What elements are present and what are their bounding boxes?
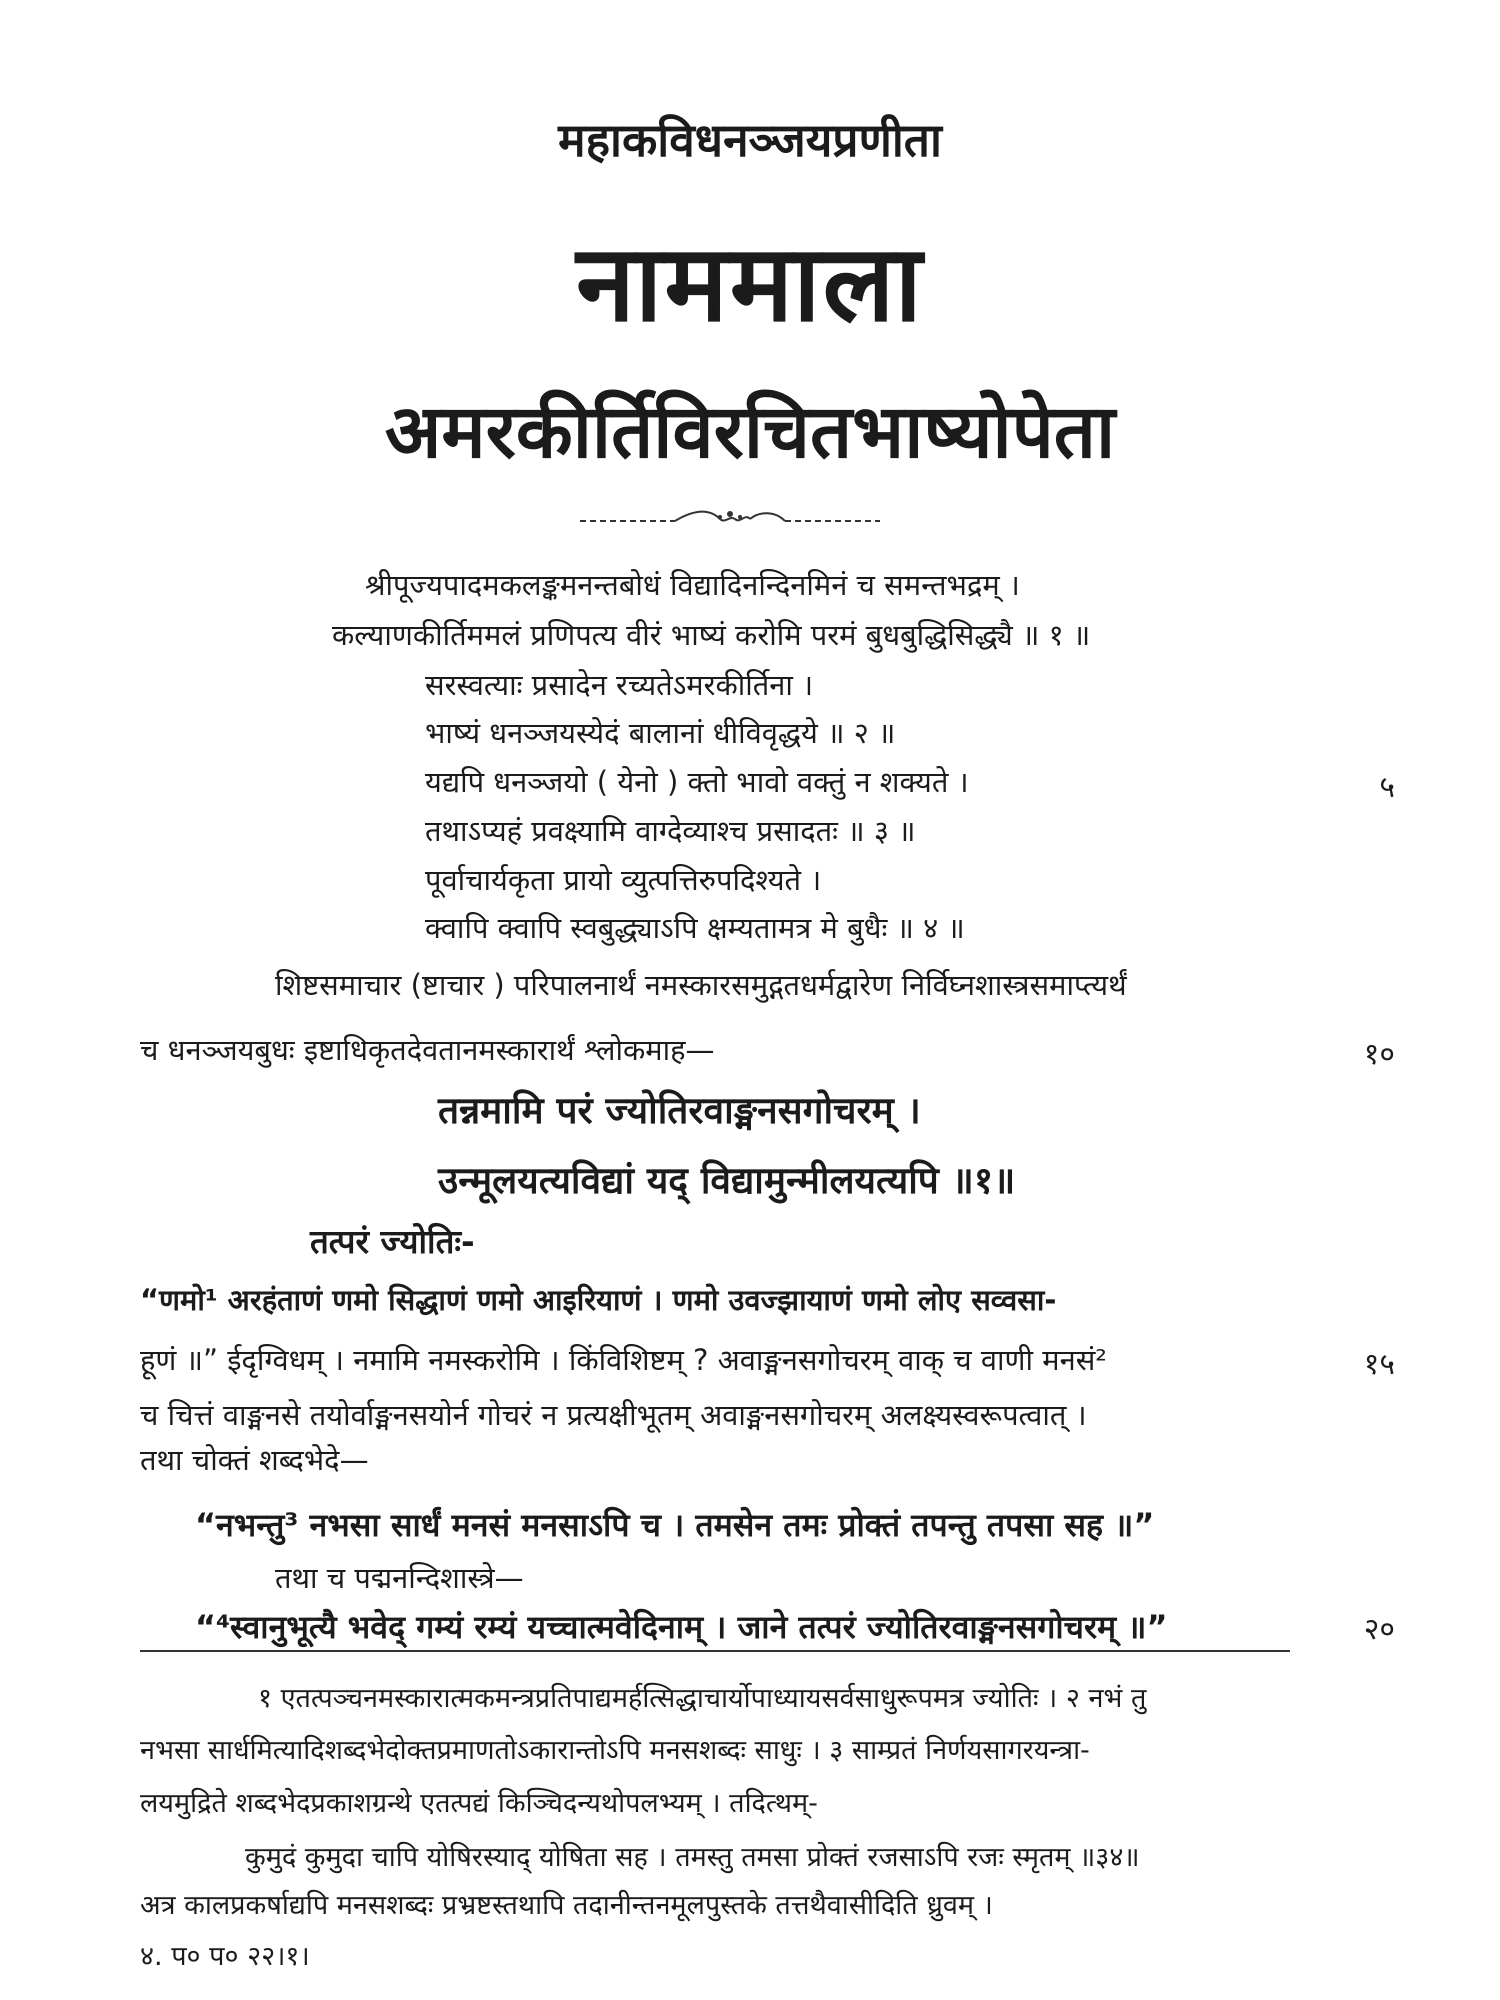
footnote-line-4: कुमुदं कुमुदा चापि योषिरस्याद् योषिता सह । तमस्तु तमसा प्रोक्तं रजसाऽपि रजः स्मृतम् ॥३४॥ [245, 1842, 1140, 1873]
intro-verse-2: कल्याणकीर्तिममलं प्रणिपत्य वीरं भाष्यं करोमि परमं बुधबुद्धिसिद्ध्यै ॥ १ ॥ [332, 618, 1091, 652]
footnote-rule [140, 1650, 1290, 1652]
prose2-line-1: “णमो¹ अरहंताणं णमो सिद्धाणं णमो आइरियाणं । णमो उवज्झायाणं णमो लोए सव्वसा- [140, 1283, 1057, 1317]
margin-number-5: ५ [1379, 770, 1395, 805]
quote-2: “⁴स्वानुभूत्यै भवेद् गम्यं रम्यं यच्चात्मवेदिनाम् । जाने तत्परं ज्योतिरवाङ्मनसगोचरम् ॥” [195, 1608, 1168, 1646]
mula-verse-line-2: उन्मूलयत्यविद्यां यद् विद्यामुन्मीलयत्यपि ॥१॥ [438, 1159, 1016, 1202]
intro-verse-7: पूर्वाचार्यकृता प्रायो व्युत्पत्तिरुपदिश्यते । [425, 863, 822, 897]
intro-verse-6: तथाऽप्यहं प्रवक्ष्यामि वाग्देव्याश्च प्रसादतः ॥ ३ ॥ [425, 814, 916, 848]
ornament-divider [580, 505, 880, 535]
quote-1: “नभन्तु³ नभसा सार्धं मनसं मनसाऽपि च । तमसेन तमः प्रोक्तं तपन्तु तपसा सह ॥” [195, 1506, 1155, 1544]
title-commentary: अमरकीर्तिविरचितभाष्योपेता [384, 389, 1116, 475]
quote-intro: तथा च पद्मनन्दिशास्त्रे— [275, 1561, 524, 1595]
page-signature: ४. प० प० २२।१। [140, 1941, 310, 1972]
intro-verse-8: क्वापि क्वापि स्वबुद्ध्याऽपि क्षम्यतामत्र मे बुधैः ॥ ४ ॥ [425, 911, 965, 945]
mula-verse-line-1: तन्नमामि परं ज्योतिरवाङ्मनसगोचरम् । [438, 1089, 921, 1132]
prose-line-1: शिष्टसमाचार (ष्टाचार ) परिपालनार्थं नमस्कारसमुद्गतधर्मद्वारेण निर्विघ्नशास्त्रसमाप्त्यर्थं [275, 968, 1127, 1002]
prose2-line-2: हूणं ॥” ईदृग्विधम् । नमामि नमस्करोमि । किंविशिष्टम् ? अवाङ्मनसगोचरम् वाक् च वाणी मनसं² [140, 1343, 1107, 1377]
section-heading: तत्परं ज्योतिः- [310, 1222, 475, 1261]
footnote-line-5: अत्र कालप्रकर्षाद्यपि मनसशब्दः प्रभ्रष्टस्तथापि तदानीन्तनमूलपुस्तके तत्तथैवासीदिति ध्रुवम् । [140, 1890, 993, 1921]
margin-number-20: २० [1363, 1612, 1395, 1647]
title-subtitle: महाकविधनञ्जयप्रणीता [558, 113, 942, 167]
margin-number-10: १० [1363, 1037, 1395, 1072]
margin-number-15: १५ [1363, 1347, 1395, 1382]
intro-verse-3: सरस्वत्याः प्रसादेन रच्यतेऽमरकीर्तिना । [425, 668, 814, 702]
intro-verse-4: भाष्यं धनञ्जयस्येदं बालानां धीविवृद्धये ॥ २ ॥ [425, 716, 896, 750]
prose-line-2: च धनञ्जयबुधः इष्टाधिकृतदेवतानमस्कारार्थं श्लोकमाह— [140, 1033, 715, 1067]
title-main: नाममाला [576, 222, 924, 345]
footnote-line-1: १ एतत्पञ्चनमस्कारात्मकमन्त्रप्रतिपाद्यमर्हत्सिद्धाचार्योपाध्यायसर्वसाधुरूपमत्र ज्योतिः । २ नभं तु [258, 1683, 1147, 1714]
intro-verse-5: यद्यपि धनञ्जयो ( येनो ) क्तो भावो वक्तुं न शक्यते । [425, 765, 969, 799]
footnote-line-3: लयमुद्रिते शब्दभेदप्रकाशग्रन्थे एतत्पद्यं किञ्चिदन्यथोपलभ्यम् । तदित्थम्- [140, 1788, 818, 1819]
intro-verse-1: श्रीपूज्यपादमकलङ्कमनन्तबोधं विद्यादिनन्दिनमिनं च समन्तभद्रम् । [365, 568, 1020, 602]
footnote-line-2: नभसा सार्धमित्यादिशब्दभेदोक्तप्रमाणतोऽकारान्तोऽपि मनसशब्दः साधुः । ३ साम्प्रतं निर्णयसागरयन्त्रा- [140, 1735, 1090, 1766]
prose2-line-4: तथा चोक्तं शब्दभेदे— [140, 1443, 369, 1477]
prose2-line-3: च चित्तं वाङ्मनसे तयोर्वाङ्मनसयोर्न गोचरं न प्रत्यक्षीभूतम् अवाङ्मनसगोचरम् अलक्ष्यस्वरूपत्वात् । [140, 1398, 1087, 1432]
